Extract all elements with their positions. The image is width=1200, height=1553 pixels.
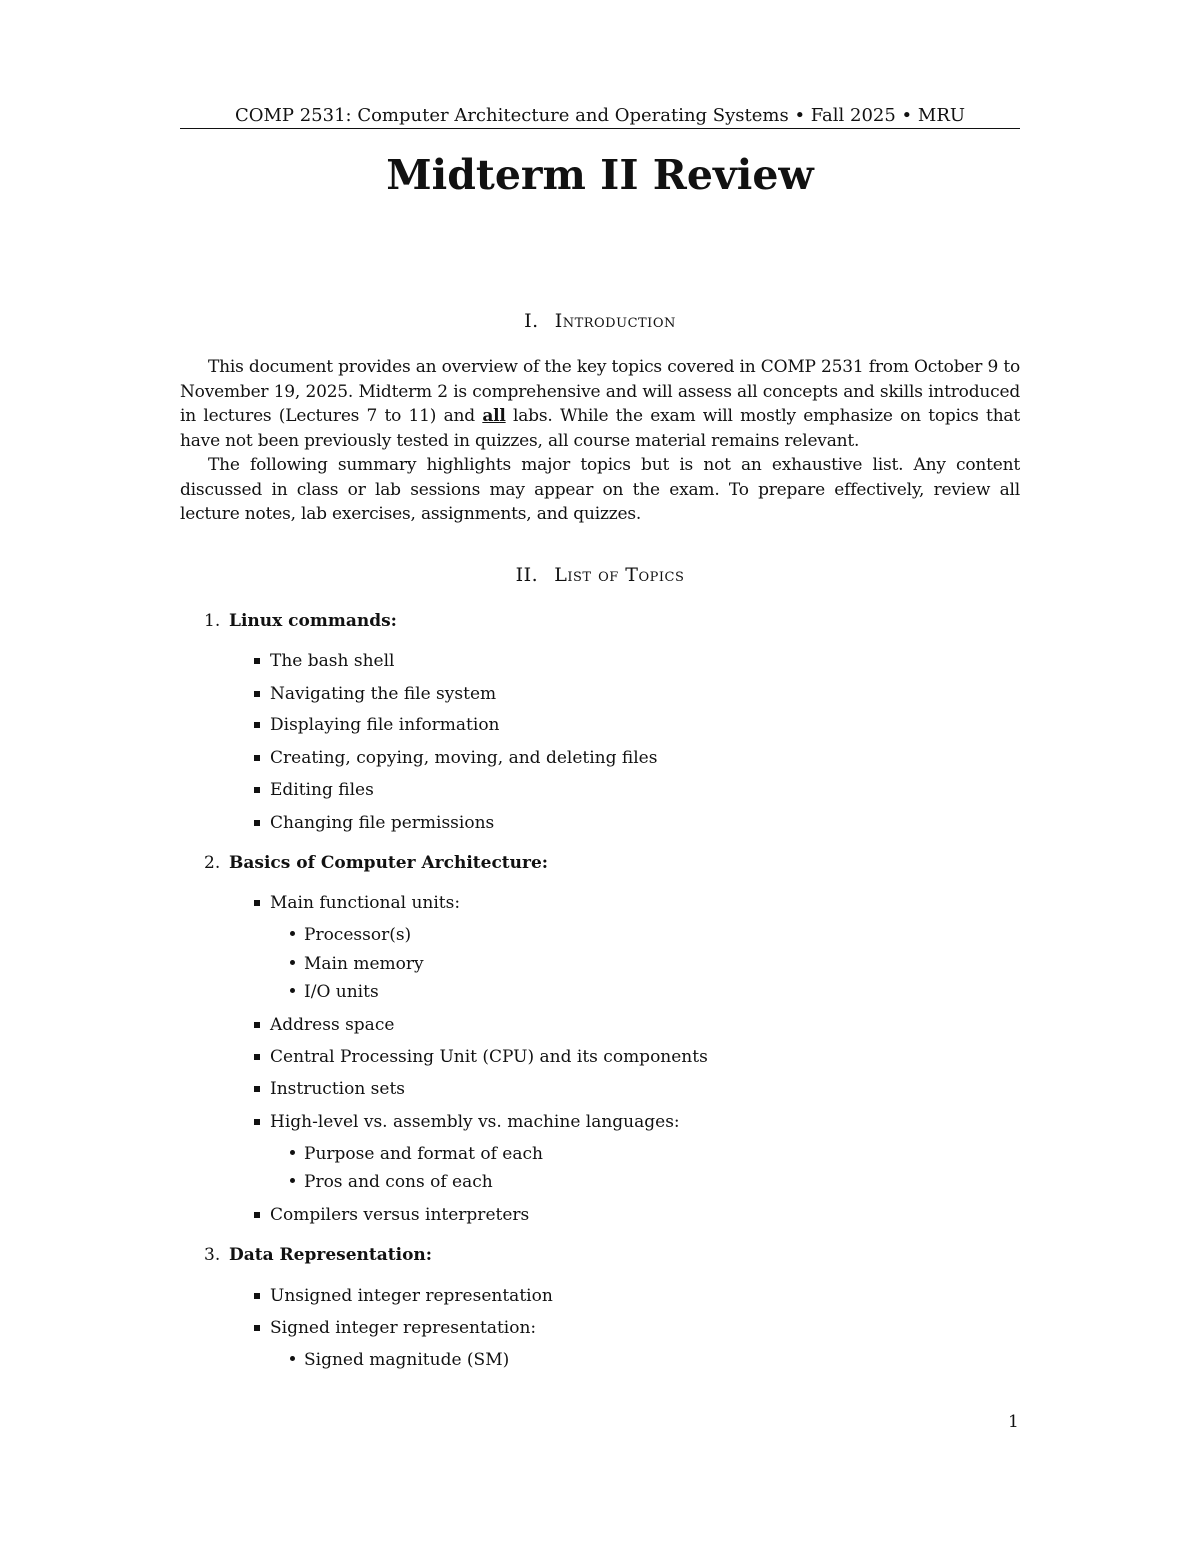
round-bullet-icon [290,1150,295,1155]
sub-list-item [290,1348,509,1372]
list-item [254,891,460,915]
list-item [254,778,374,802]
sub-list-item [290,923,411,947]
list-item [254,1077,405,1101]
item-text: Compilers versus interpreters [270,1205,530,1225]
square-bullet-icon [254,722,260,728]
square-bullet-icon [254,1293,260,1299]
topic-label: Basics of Computer Architecture: [229,853,549,873]
square-bullet-icon [254,1054,260,1060]
item-text: Signed integer representation: [270,1318,537,1338]
sub-list-item [290,1170,493,1194]
item-text: Creating, copying, moving, and deleting files [270,748,658,768]
square-bullet-icon [254,658,260,664]
square-bullet-icon [254,691,260,697]
round-bullet-icon [290,988,295,993]
round-bullet-icon [290,931,295,936]
section-heading-introduction [180,309,1020,333]
list-item [254,1316,536,1340]
section-title: List of Topics [554,564,685,586]
sub-item-text: Purpose and format of each [304,1144,543,1164]
item-text: Displaying file information [270,715,500,735]
item-text: Central Processing Unit (CPU) and its components [270,1047,708,1067]
running-header: COMP 2531: Computer Architecture and Operating Systems • Fall 2025 • MRU [234,105,966,126]
sub-item-text: Pros and cons of each [304,1172,493,1192]
item-text: Instruction sets [270,1079,406,1099]
topic-number: 2. [204,853,221,873]
list-item [254,746,657,770]
sub-list-item [290,952,424,976]
list-item [254,1203,529,1227]
section-number: II. [515,564,539,586]
list-item [254,1045,708,1069]
square-bullet-icon [254,900,260,906]
square-bullet-icon [254,1022,260,1028]
page-number: 1 [1008,1412,1019,1432]
item-text: High-level vs. assembly vs. machine languages: [270,1112,680,1132]
sub-list-item [290,980,379,1004]
item-text: Editing files [270,780,374,800]
item-text: Changing file permissions [270,813,495,833]
sub-item-text: Signed magnitude (SM) [304,1350,510,1370]
item-text: Main functional units: [270,893,461,913]
list-item [254,682,496,706]
list-item [254,1110,680,1134]
section-title: Introduction [554,310,676,332]
square-bullet-icon [254,1212,260,1218]
intro-paragraph-1 [180,355,1020,453]
section-heading-topics [180,563,1020,587]
list-item [254,1284,553,1308]
list-item [254,649,394,673]
document-title: Midterm II Review [386,151,814,199]
underlined-all: all [482,406,506,426]
item-text: Address space [270,1015,395,1035]
square-bullet-icon [254,1119,260,1125]
topic-data-representation [204,1243,432,1267]
list-item [254,1013,394,1037]
header-rule [180,128,1020,129]
sub-item-text: I/O units [304,982,379,1002]
round-bullet-icon [290,960,295,965]
square-bullet-icon [254,820,260,826]
item-text: Unsigned integer representation [270,1286,553,1306]
square-bullet-icon [254,1325,260,1331]
intro-text: labs. While the exam will mostly emphasize on topics that have not been previously tested in quizzes, all course material remains relevant. [180,406,1021,451]
intro-paragraph-2 [180,453,1020,527]
topic-number: 1. [204,611,221,631]
square-bullet-icon [254,1086,260,1092]
topic-number: 3. [204,1245,221,1265]
intro-text: This document provides an overview of the key topics covered in COMP 2531 from October 9 to November 19, 2025. Midterm 2 is comprehensive and will assess all concepts and skills introduced in lectures (Lectures 7 to 11) and [180,357,1020,426]
topic-computer-architecture [204,851,548,875]
list-item [254,713,500,737]
round-bullet-icon [290,1178,295,1183]
intro-text: The following summary highlights major topics but is not an exhaustive list. Any content discussed in class or lab sessions may appear on the exam. To prepare effectively, review all lecture notes, lab exercises, assignments, and quizzes. [180,455,1020,524]
section-number: I. [524,310,539,332]
item-text: The bash shell [270,651,395,671]
list-item [254,811,494,835]
item-text: Navigating the file system [270,684,497,704]
square-bullet-icon [254,755,260,761]
topic-label: Data Representation: [229,1245,433,1265]
square-bullet-icon [254,787,260,793]
sub-item-text: Processor(s) [304,925,412,945]
round-bullet-icon [290,1356,295,1361]
sub-list-item [290,1142,543,1166]
sub-item-text: Main memory [304,954,424,974]
topic-label: Linux commands: [229,611,397,631]
topic-linux-commands [204,609,397,633]
